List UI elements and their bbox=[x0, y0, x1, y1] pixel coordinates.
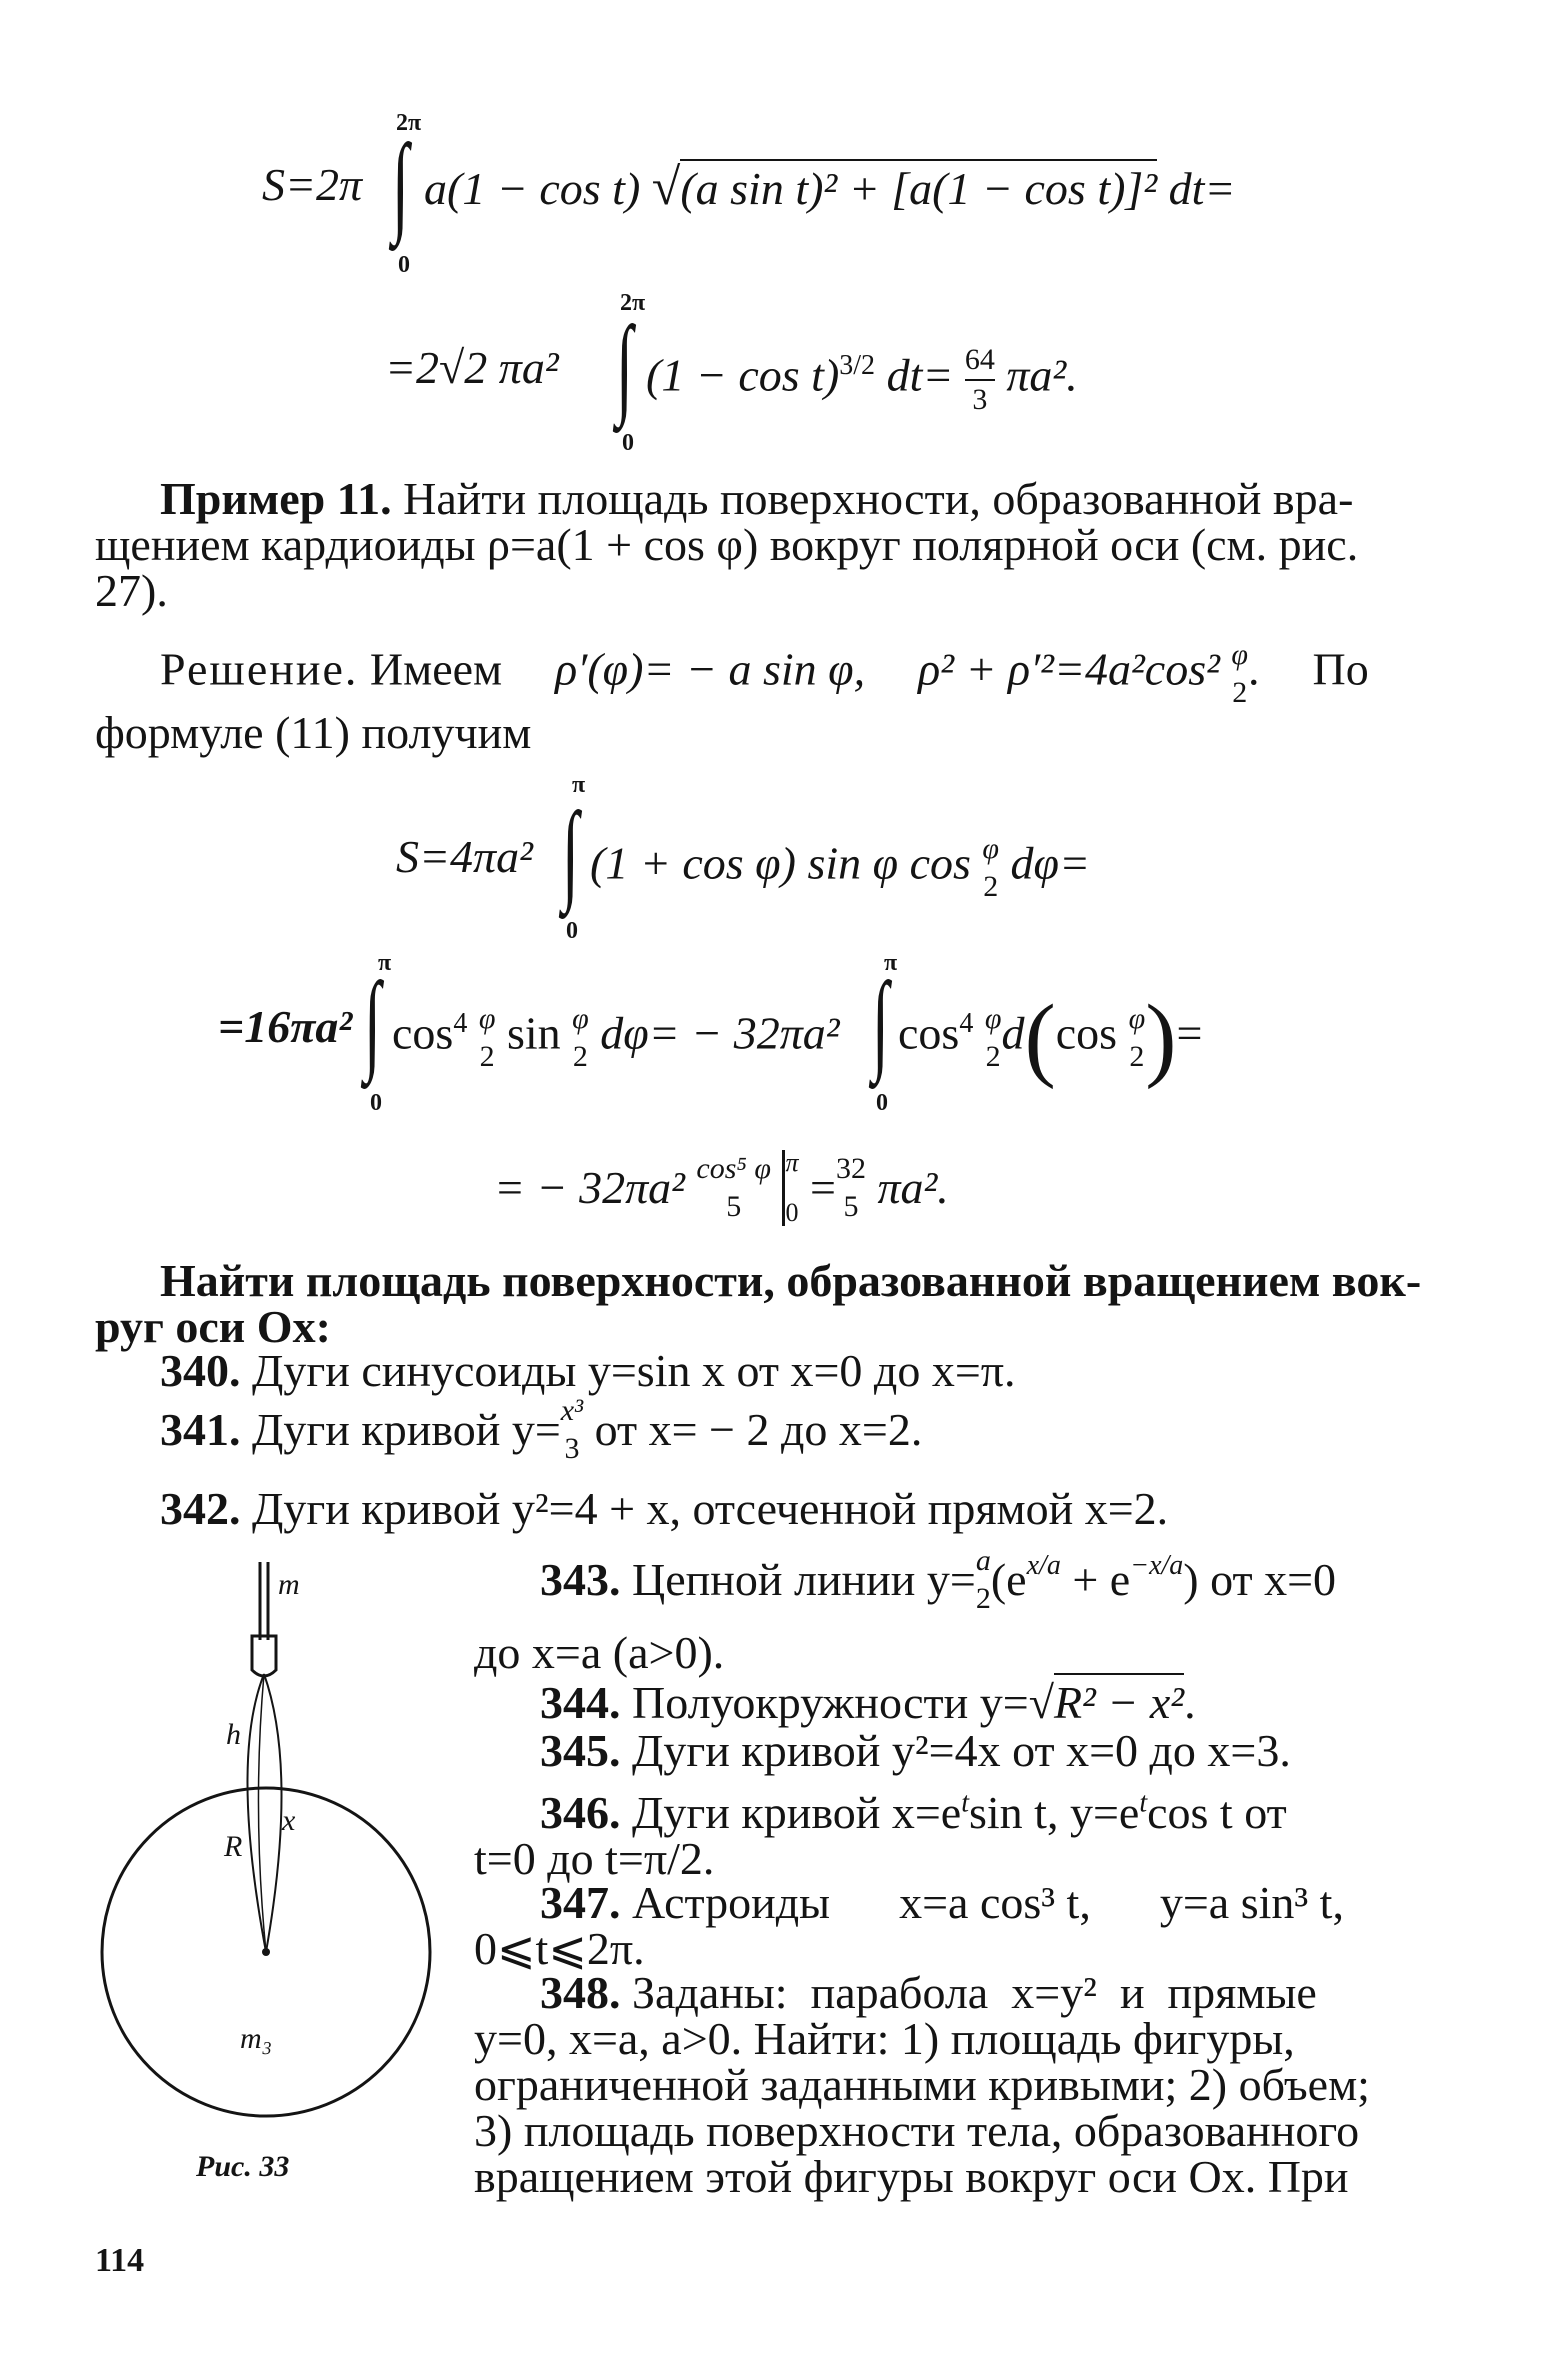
formula-1-integrand: a(1 − cos t) bbox=[424, 163, 641, 214]
problem-343 bbox=[540, 1546, 1336, 1614]
example-line-2: щением кардиоиды ρ=a(1 + cos φ) вокруг полярной оси (см. рис. bbox=[95, 519, 1359, 570]
fraction bbox=[836, 1154, 866, 1222]
label-m3: m₃ bbox=[240, 2022, 273, 2055]
sum-expression: ρ² + ρ′²=4a²cos² bbox=[918, 643, 1220, 695]
problem-345 bbox=[540, 1725, 1291, 1776]
fraction bbox=[696, 1154, 771, 1222]
problem-number: 340. bbox=[160, 1345, 241, 1396]
numerator: φ bbox=[984, 1002, 1002, 1035]
problem-347-line-2: 0⩽t⩽2π. bbox=[474, 1923, 645, 1974]
problem-340 bbox=[160, 1345, 1016, 1396]
period: . bbox=[1248, 643, 1260, 695]
upper-limit: π bbox=[785, 1148, 799, 1177]
example-text: Найти площадь поверхности, образованной вра- bbox=[403, 473, 1354, 524]
exponent: t bbox=[1139, 1787, 1148, 1819]
derivative-expression: ρ′(φ)= − a sin φ, bbox=[555, 643, 866, 695]
evaluation-limits bbox=[785, 1150, 798, 1226]
integral-upper-limit: π bbox=[572, 772, 586, 798]
exponent: 4 bbox=[453, 1008, 468, 1040]
problem-number: 345. bbox=[540, 1725, 621, 1776]
problem-text: Дуги кривой y²=4 + x, отсеченной прямой x=2. bbox=[252, 1483, 1169, 1534]
denominator: 3 bbox=[564, 1432, 580, 1465]
problem-number: 348. bbox=[540, 1967, 621, 2018]
integral-sign: ∫ bbox=[562, 790, 579, 914]
formula-5 bbox=[494, 1150, 949, 1226]
numerator: φ bbox=[982, 832, 1000, 865]
solution-text: Имеем bbox=[369, 643, 503, 695]
denominator: 5 bbox=[726, 1190, 742, 1223]
fraction bbox=[479, 1004, 496, 1072]
formula-1-tail: dt= bbox=[1168, 163, 1236, 214]
radicand: R² − x² bbox=[1054, 1673, 1184, 1728]
lower-limit: 0 bbox=[785, 1198, 799, 1227]
integral-lower-limit: 0 bbox=[622, 430, 634, 456]
numerator: x³ bbox=[560, 1394, 584, 1427]
problem-text: Заданы: парабола x=y² и прямые bbox=[632, 1967, 1317, 2018]
problem-number: 344. bbox=[540, 1677, 621, 1728]
numerator: 32 bbox=[835, 1152, 866, 1185]
problem-text: Полуокружности y= bbox=[632, 1677, 1029, 1728]
numerator: φ bbox=[572, 1002, 589, 1035]
formula-3-body bbox=[590, 834, 1090, 902]
denominator: 5 bbox=[843, 1190, 859, 1223]
fraction bbox=[965, 345, 995, 415]
formula-3-tail: dφ= bbox=[1010, 837, 1091, 889]
integral-lower-limit: 0 bbox=[876, 1090, 888, 1116]
page-number: 114 bbox=[95, 2242, 145, 2279]
problem-number: 347. bbox=[540, 1877, 621, 1928]
problem-347 bbox=[540, 1877, 1344, 1928]
integral-sign: ∫ bbox=[364, 960, 381, 1084]
numerator: a bbox=[975, 1544, 991, 1577]
problem-344 bbox=[540, 1677, 1196, 1728]
problem-number: 346. bbox=[540, 1787, 621, 1838]
integral-upper-limit: π bbox=[884, 950, 898, 976]
example-line-1 bbox=[160, 473, 1354, 524]
problem-343-line-2: до x=a (a>0). bbox=[474, 1627, 725, 1678]
denominator: 3 bbox=[972, 383, 988, 416]
formula-5-tail: πa². bbox=[877, 1162, 949, 1213]
problem-number: 342. bbox=[160, 1483, 241, 1534]
solution-line-2: формуле (11) получим bbox=[95, 707, 532, 758]
sqrt-sign: √ bbox=[651, 159, 681, 216]
problem-348-line-2: y=0, x=a, a>0. Найти: 1) площадь фигуры, bbox=[474, 2013, 1295, 2064]
sin-function: sin bbox=[506, 1007, 561, 1059]
formula-3-integrand: (1 + cos φ) sin φ cos bbox=[590, 837, 971, 889]
left-paren: ( bbox=[1024, 986, 1056, 1090]
problem-text: Дуги кривой y= bbox=[252, 1404, 561, 1455]
exponent: −x/a bbox=[1130, 1550, 1184, 1582]
rocket-nose bbox=[252, 1636, 276, 1676]
figure-33 bbox=[80, 1550, 460, 2150]
integral-sign: ∫ bbox=[392, 122, 409, 246]
denominator: 2 bbox=[572, 1040, 588, 1073]
exponent: t bbox=[961, 1787, 969, 1819]
center-point bbox=[262, 1948, 270, 1956]
formula-2-integrand: (1 − cos t) bbox=[646, 349, 840, 401]
formula-2-exponent: 3/2 bbox=[839, 350, 876, 382]
integral-upper-limit: 2π bbox=[396, 110, 422, 136]
formula-5-lhs: = − 32πa² bbox=[494, 1162, 685, 1213]
differential: d bbox=[1001, 1007, 1025, 1059]
fraction bbox=[982, 834, 999, 902]
fraction bbox=[561, 1396, 583, 1464]
integral-lower-limit: 0 bbox=[566, 918, 578, 944]
problem-text: Дуги кривой y²=4x от x=0 до x=3. bbox=[632, 1725, 1291, 1776]
fraction bbox=[976, 1546, 991, 1614]
label-x: x bbox=[282, 1804, 296, 1837]
problem-348-line-5: вращением этой фигуры вокруг оси Ox. При bbox=[474, 2151, 1349, 2202]
fraction bbox=[572, 1004, 589, 1072]
exponent: 4 bbox=[959, 1008, 974, 1040]
right-paren: ) bbox=[1145, 986, 1177, 1090]
numerator: φ bbox=[1231, 638, 1249, 671]
exponent: x/a bbox=[1026, 1550, 1061, 1582]
fraction bbox=[1129, 1004, 1146, 1072]
cos-function: cos bbox=[898, 1007, 960, 1059]
problem-text: sin t, y=e bbox=[969, 1787, 1140, 1838]
problem-348 bbox=[540, 1967, 1317, 2018]
formula-4-part-1 bbox=[392, 1004, 840, 1072]
cos-function: cos bbox=[392, 1007, 454, 1059]
example-line-3: 27). bbox=[95, 565, 168, 616]
example-label: Пример 11. bbox=[160, 473, 392, 524]
formula-4-lhs: =16πa² bbox=[218, 1001, 353, 1052]
problem-number: 341. bbox=[160, 1404, 241, 1455]
formula-2-body bbox=[646, 345, 1078, 415]
formula-1-body bbox=[424, 159, 1236, 216]
solution-po: По bbox=[1312, 643, 1369, 695]
integral-lower-limit: 0 bbox=[370, 1090, 382, 1116]
integral-sign: ∫ bbox=[872, 960, 889, 1084]
label-m: m bbox=[278, 1568, 300, 1601]
task-intro-line-2: руг оси Ox: bbox=[95, 1301, 331, 1352]
problem-text: Дуги кривой x=e bbox=[632, 1787, 962, 1838]
problem-342 bbox=[160, 1483, 1169, 1534]
problem-text: Дуги синусоиды y=sin x от x=0 до x=π. bbox=[252, 1345, 1016, 1396]
numerator: 64 bbox=[965, 345, 995, 381]
problem-text: от x= − 2 до x=2. bbox=[594, 1404, 923, 1455]
denominator: 2 bbox=[983, 870, 999, 903]
integral-upper-limit: 2π bbox=[620, 290, 646, 316]
formula-2-lhs: =2√2 πa² bbox=[385, 342, 559, 393]
denominator: 2 bbox=[1232, 676, 1248, 709]
fraction bbox=[1231, 640, 1248, 708]
problem-346-line-2: t=0 до t=π/2. bbox=[474, 1833, 715, 1884]
denominator: 2 bbox=[479, 1040, 495, 1073]
solution-line-1 bbox=[160, 640, 1369, 708]
formula-1-radicand: (a sin t)² + [a(1 − cos t)]² bbox=[680, 159, 1157, 214]
formula-2-dt: dt= bbox=[875, 349, 954, 401]
formula-2-tail: πa². bbox=[1006, 349, 1078, 401]
formula-3-lhs: S=4πa² bbox=[396, 831, 533, 882]
numerator: φ bbox=[1128, 1002, 1146, 1035]
problem-text: (e bbox=[990, 1554, 1027, 1605]
equals: = bbox=[1176, 1007, 1203, 1059]
equals: = bbox=[809, 1162, 836, 1213]
problem-text: Цепной линии y= bbox=[632, 1554, 976, 1605]
sqrt-sign: √ bbox=[1028, 1677, 1054, 1728]
problem-text: Астроиды x=a cos³ t, y=a sin³ t, bbox=[632, 1877, 1344, 1928]
denominator: 2 bbox=[985, 1040, 1001, 1073]
integral-upper-limit: π bbox=[378, 950, 392, 976]
period: . bbox=[1184, 1677, 1196, 1728]
problem-text: cos t от bbox=[1147, 1787, 1287, 1838]
label-h: h bbox=[226, 1718, 241, 1751]
numerator: φ bbox=[478, 1002, 496, 1035]
problem-number: 343. bbox=[540, 1554, 621, 1605]
cos-function: cos bbox=[1055, 1007, 1118, 1059]
figure-caption: Рис. 33 bbox=[196, 2150, 290, 2183]
integral-lower-limit: 0 bbox=[398, 252, 410, 278]
problem-346 bbox=[540, 1787, 1287, 1838]
numerator: cos⁵ φ bbox=[696, 1152, 771, 1185]
arc-right bbox=[264, 1674, 282, 1952]
task-intro-line-1: Найти площадь поверхности, образованной вращением вок- bbox=[160, 1255, 1422, 1306]
arc-left bbox=[247, 1674, 266, 1952]
problem-341 bbox=[160, 1396, 922, 1464]
solution-label: Решение. bbox=[160, 643, 359, 695]
fraction bbox=[985, 1004, 1002, 1072]
problem-348-line-3: ограниченной заданными кривыми; 2) объем; bbox=[474, 2059, 1370, 2110]
formula-4-mid: dφ= − 32πa² bbox=[600, 1007, 840, 1059]
denominator: 2 bbox=[975, 1582, 991, 1615]
problem-text: ) от x=0 bbox=[1183, 1554, 1337, 1605]
formula-1-lhs: S=2π bbox=[262, 159, 363, 210]
denominator: 2 bbox=[1129, 1040, 1145, 1073]
integral-sign: ∫ bbox=[616, 304, 633, 428]
label-R: R bbox=[224, 1830, 243, 1863]
formula-4-part-2 bbox=[898, 986, 1203, 1090]
problem-text: + e bbox=[1060, 1554, 1131, 1605]
problem-348-line-4: 3) площадь поверхности тела, образованного bbox=[474, 2105, 1360, 2156]
